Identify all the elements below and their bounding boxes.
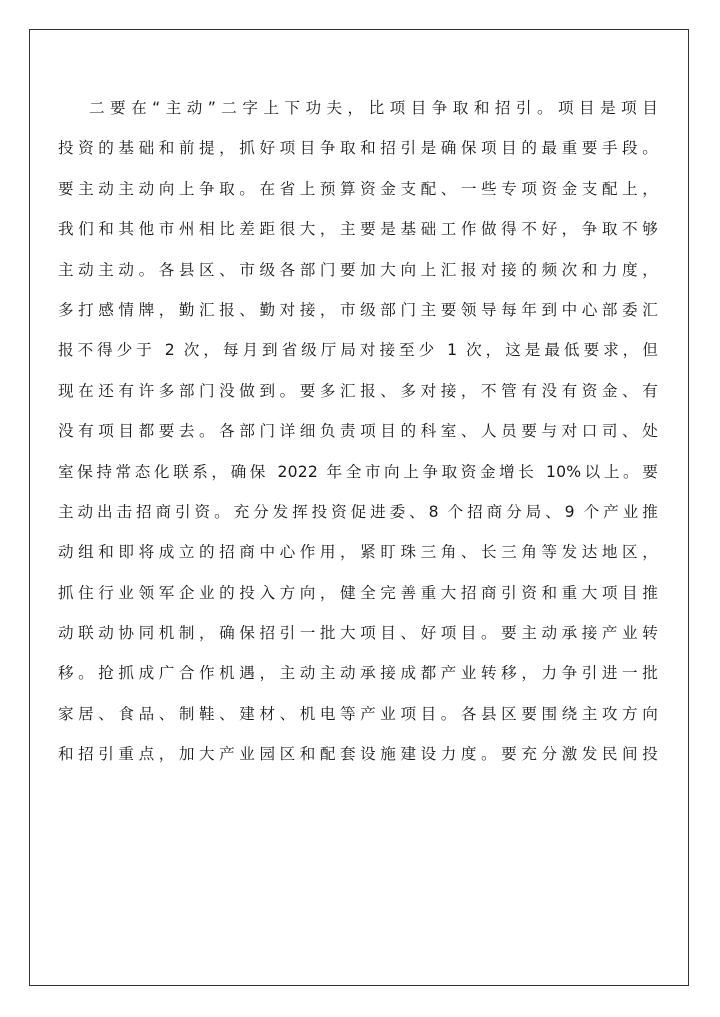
paragraph-line-1: 二要在“主动”二字上下功夫，比项目争取和招引。项目是项目 [89,99,658,117]
paragraph-line-15: 移。抢抓成广合作机遇，主动主动承接成都产业转移，力争引进一批 [58,664,658,683]
paragraph-line-16: 家居、食品、制鞋、建材、机电等产业项目。各县区要围绕主攻方向 [58,704,658,723]
paragraph-line-3: 要主动主动向上争取。在省上预算资金支配、一些专项资金支配上， [58,179,658,198]
paragraph-line-7: 报不得少于 2 次，每月到省级厅局对接至少 1 次，这是最低要求，但 [58,341,658,360]
paragraph-line-10: 室保持常态化联系，确保 2022 年全市向上争取资金增长 10%以上。要 [58,462,658,481]
paragraph-line-2: 投资的基础和前提，抓好项目争取和招引是确保项目的最重要手段。 [58,139,658,158]
paragraph-line-11: 主动出击招商引资。充分发挥投资促进委、8 个招商分局、9 个产业推 [58,502,658,521]
paragraph-line-5: 主动主动。各县区、市级各部门要加大向上汇报对接的频次和力度， [58,260,658,279]
paragraph-line-17: 和招引重点，加大产业园区和配套设施建设力度。要充分激发民间投 [58,745,658,764]
paragraph-line-9: 没有项目都要去。各部门详细负责项目的科室、人员要与对口司、处 [58,422,658,441]
paragraph-line-4: 我们和其他市州相比差距很大，主要是基础工作做得不好，争取不够 [58,220,658,239]
paragraph-line-6: 多打感情牌，勤汇报、勤对接，市级部门主要领导每年到中心部委汇 [58,300,658,319]
paragraph-line-12: 动组和即将成立的招商中心作用，紧盯珠三角、长三角等发达地区， [58,543,658,562]
document-body [58,88,658,775]
paragraph-line-13: 抓住行业领军企业的投入方向，健全完善重大招商引资和重大项目推 [58,583,658,602]
paragraph-line-14: 动联动协同机制，确保招引一批大项目、好项目。要主动承接产业转 [58,624,658,643]
paragraph-line-8: 现在还有许多部门没做到。要多汇报、多对接，不管有没有资金、有 [58,381,658,400]
